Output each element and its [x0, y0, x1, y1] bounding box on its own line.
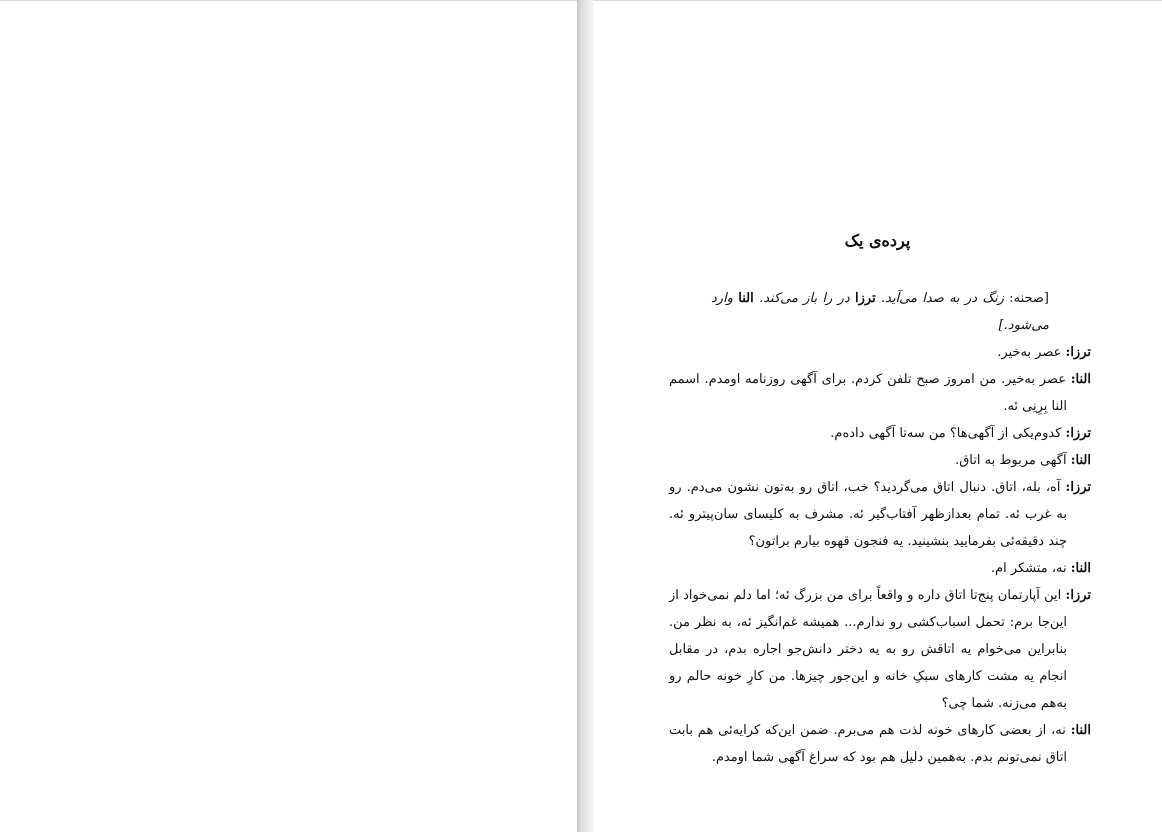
dialogue-line [669, 447, 1091, 474]
page-content [593, 1, 1162, 832]
stage-name-1: ترزا [855, 291, 876, 306]
right-page [593, 0, 1162, 832]
dialogue-text: عصر به‌خیر. من امروز صبح تلفن کردم. برای آگهی روزنامه اومدم. اسمم النا بِرِنِی ئه. [669, 372, 1071, 414]
dialogue-text: عصر به‌خیر. [997, 345, 1066, 360]
stage-part-3: وارد می‌شود.] [711, 291, 1049, 333]
stage-part-2: در را باز می‌کند. [753, 291, 855, 306]
dialogue-text: آگهی مربوط به اتاق. [955, 453, 1071, 468]
stage-direction [669, 285, 1091, 339]
dialogue-text: آه، بله، اتاق. دنبال اتاق می‌گردید؟ خب، اتاق رو به‌تون نشون می‌دم. رو به غرب ئه. تمام بعدازظهر آفتاب‌گیر ئه. مشرف به کلیسای سان‌پیترو ئه. چند دقیقه‌ئی بفرمایید بنشینید. یه فنجون قهوه بیارم براتون؟ [669, 480, 1067, 549]
stage-part-1: زنگ در به صدا می‌آید. [875, 291, 1004, 306]
dialogue-text: کدوم‌یکی از آگهی‌ها؟ من سه‌تا آگهی دادەم. [830, 426, 1066, 441]
dialogue-text: نه، از بعضی کارهای خونه لذت هم می‌برم. ضمن این‌که کرایه‌ئی هم بابت اتاق نمی‌تونم بدم. به‌همین دلیل هم بود که سراغ آگهی شما اومدم. [669, 723, 1071, 765]
dialogue-text: نه، متشکر ام. [990, 561, 1071, 576]
speaker-name: النا: [1070, 561, 1091, 576]
dialogue-text: این آپارتمان پنج‌تا اتاق داره و واقعاً برای من بزرگ ئه؛ اما دلم نمی‌خواد از این‌جا برم: تحمل اسباب‌کشی رو ندارم... همیشه غم‌انگیز ئه، به نظر من. بنابراین می‌خوام یه اتاقش رو به یه دختر دانش‌جو اجاره بدم، در مقابل انجام یه مشت کارهای سبکِ خانه و این‌جور چیزها. من کارِ خونه حالم رو به‌هم می‌زنه. شما چی؟ [669, 588, 1067, 711]
stage-open: [صحنه: [1003, 291, 1049, 306]
dialogue-line [669, 366, 1091, 420]
dialogue-line [669, 717, 1091, 771]
speaker-name: ترزا: [1065, 345, 1091, 360]
dialogue-line [669, 555, 1091, 582]
speaker-name: النا: [1070, 372, 1091, 387]
dialogue-line [669, 474, 1091, 555]
dialogue-line [669, 420, 1091, 447]
dialogue-line [669, 582, 1091, 717]
left-page [0, 0, 577, 832]
speaker-name: ترزا: [1065, 480, 1091, 495]
speaker-name: النا: [1070, 453, 1091, 468]
speaker-name: ترزا: [1065, 588, 1091, 603]
act-title-text: پرده‌ی یک [844, 231, 911, 250]
stage-name-2: النا [738, 291, 754, 306]
dialogue-line [669, 339, 1091, 366]
speaker-name: النا: [1070, 723, 1091, 738]
play-text [669, 285, 1091, 771]
speaker-name: ترزا: [1065, 426, 1091, 441]
page-gutter [577, 0, 593, 832]
act-title [593, 231, 1162, 250]
